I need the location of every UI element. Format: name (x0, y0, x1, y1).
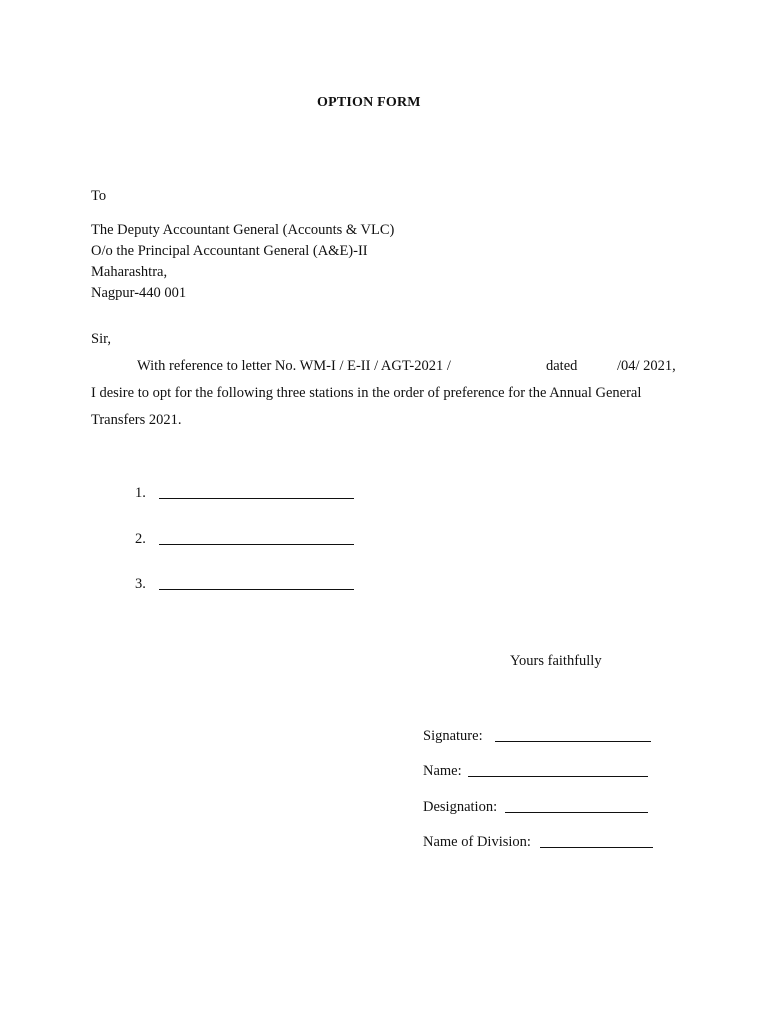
page-title: OPTION FORM (317, 95, 421, 110)
signature-field[interactable] (495, 729, 651, 742)
closing-text: Yours faithfully (510, 653, 602, 669)
designation-field[interactable] (505, 800, 648, 813)
preference-blank[interactable] (159, 532, 354, 545)
preference-number: 3. (135, 576, 146, 592)
name-label: Name: (423, 763, 462, 779)
preference-number: 2. (135, 531, 146, 547)
addressee-line: Nagpur-440 001 (91, 285, 187, 301)
preference-blank[interactable] (159, 486, 354, 499)
preference-blank[interactable] (159, 577, 354, 590)
body-line: Transfers 2021. (91, 412, 182, 428)
addressee-line: The Deputy Accountant General (Accounts & VLC) (91, 222, 395, 238)
salutation: Sir, (91, 331, 111, 347)
signature-label: Signature: (423, 728, 483, 744)
division-field[interactable] (540, 835, 653, 848)
to-label: To (91, 188, 107, 204)
body-line: I desire to opt for the following three stations in the order of preference for the Annual General (91, 385, 642, 401)
dated-label: dated (546, 358, 578, 374)
division-label: Name of Division: (423, 834, 531, 850)
name-field[interactable] (468, 764, 648, 777)
reference-text: With reference to letter No. WM-I / E-II / AGT-2021 / (137, 358, 451, 374)
date-value: /04/ 2021, (617, 358, 676, 374)
designation-label: Designation: (423, 799, 498, 815)
preference-number: 1. (135, 485, 146, 501)
addressee-line: Maharashtra, (91, 264, 168, 280)
addressee-line: O/o the Principal Accountant General (A&E)-II (91, 243, 368, 259)
